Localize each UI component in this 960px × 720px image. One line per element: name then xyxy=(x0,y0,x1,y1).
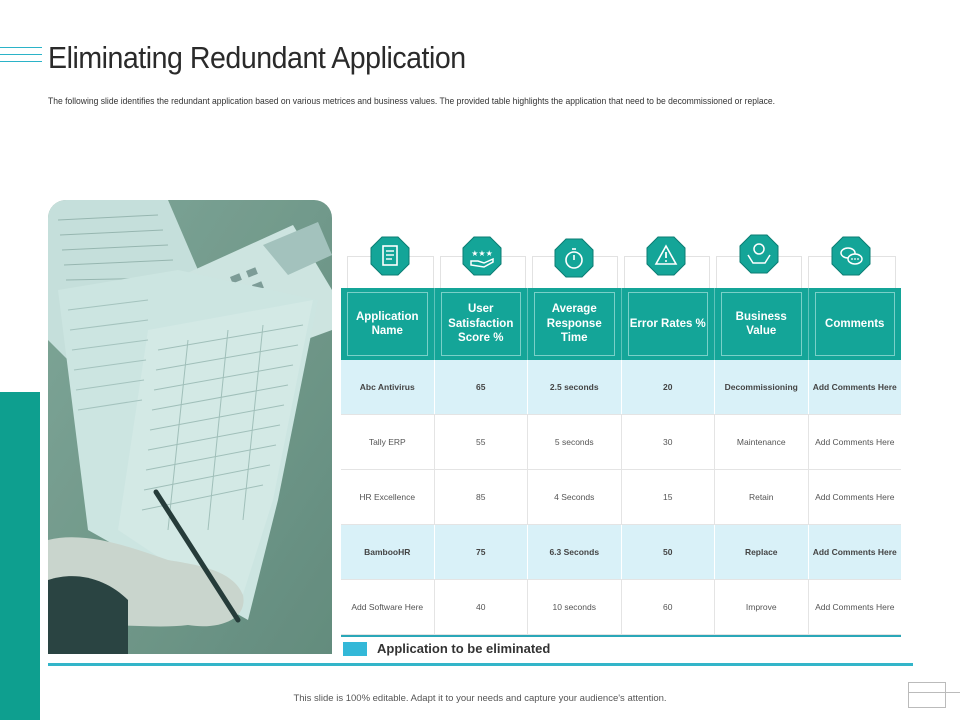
hand-coin-icon xyxy=(739,234,779,274)
page-title: Eliminating Redundant Application xyxy=(48,40,466,75)
table-cell: Add Software Here xyxy=(351,602,424,612)
warning-icon xyxy=(646,236,686,276)
column-header: Error Rates % xyxy=(621,288,715,360)
table-cell: HR Excellence xyxy=(359,492,416,502)
table-cell: 15 xyxy=(621,470,715,524)
table-cell: 60 xyxy=(621,580,715,634)
corner-decoration-line xyxy=(908,692,960,693)
table-cell: Replace xyxy=(714,525,808,579)
hand-stars-icon xyxy=(462,236,502,276)
column-header: Application Name xyxy=(341,288,434,360)
legend-swatch xyxy=(343,642,367,656)
table-cell: 10 seconds xyxy=(527,580,621,634)
table-cell: Add Comments Here xyxy=(808,525,902,579)
table-cell: Add Comments Here xyxy=(808,360,902,414)
column-header: Average Response Time xyxy=(527,288,621,360)
office-photo xyxy=(48,200,332,654)
table-cell: 40 xyxy=(434,580,528,634)
table-cell: BambooHR xyxy=(364,547,411,557)
svg-text:★★★: ★★★ xyxy=(471,249,493,258)
table-row xyxy=(341,415,901,470)
corner-decoration xyxy=(908,682,946,708)
stopwatch-icon xyxy=(554,238,594,278)
table-cell: Abc Antivirus xyxy=(359,382,415,392)
table-cell: 75 xyxy=(434,525,528,579)
title-decoration xyxy=(0,47,42,68)
table-cell: 55 xyxy=(434,415,528,469)
table-cell: Decommissioning xyxy=(714,360,808,414)
side-accent-bar xyxy=(0,392,40,720)
table-cell: 5 seconds xyxy=(527,415,621,469)
column-header: User Satisfaction Score % xyxy=(434,288,528,360)
chat-icon xyxy=(831,236,871,276)
table-bottom-border xyxy=(341,635,901,637)
table-cell: Maintenance xyxy=(714,415,808,469)
footer-note: This slide is 100% editable. Adapt it to your needs and capture your audience's attention. xyxy=(293,693,667,704)
table-cell: 2.5 seconds xyxy=(527,360,621,414)
table-row xyxy=(341,580,901,635)
legend-label: Application to be eliminated xyxy=(377,641,551,656)
column-header: Comments xyxy=(808,288,902,360)
table-cell: Add Comments Here xyxy=(808,415,902,469)
table-cell: Add Comments Here xyxy=(808,470,902,524)
table-cell: 65 xyxy=(434,360,528,414)
table-cell: Retain xyxy=(714,470,808,524)
document-icon xyxy=(370,236,410,276)
table-header-row xyxy=(341,288,901,360)
table-cell: 50 xyxy=(621,525,715,579)
page-subtitle: The following slide identifies the redundant application based on various metrices and business values. The provided table highlights the application that need to be decommissioned or replace. xyxy=(48,96,776,107)
table-cell: 85 xyxy=(434,470,528,524)
divider xyxy=(48,663,913,666)
legend xyxy=(343,641,550,656)
applications-table xyxy=(341,288,901,637)
table-cell: 6.3 Seconds xyxy=(527,525,621,579)
column-header: Business Value xyxy=(714,288,808,360)
table-cell: Add Comments Here xyxy=(808,580,902,634)
table-row xyxy=(341,470,901,525)
table-cell: 20 xyxy=(621,360,715,414)
table-row xyxy=(341,525,901,580)
table-cell: 30 xyxy=(621,415,715,469)
table-cell: Tally ERP xyxy=(368,437,406,447)
table-cell: 4 Seconds xyxy=(527,470,621,524)
table-row xyxy=(341,360,901,415)
table-cell: Improve xyxy=(714,580,808,634)
